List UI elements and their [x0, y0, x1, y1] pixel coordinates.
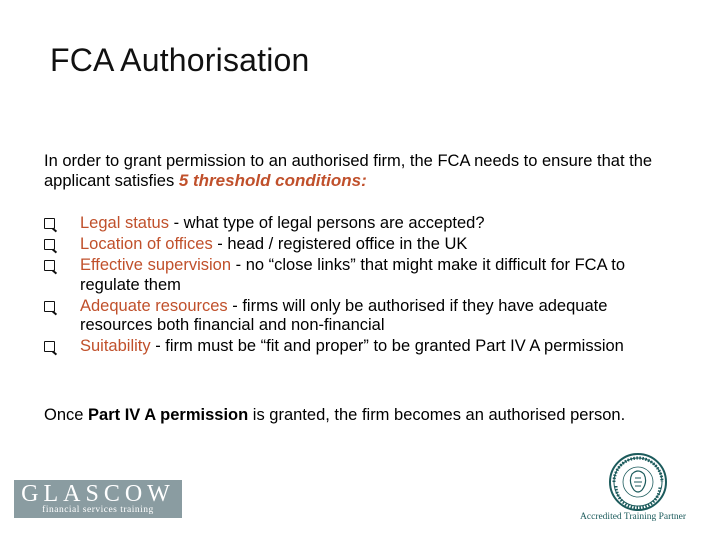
intro-paragraph — [44, 152, 694, 191]
logo-brand: GLASCOW — [21, 480, 175, 507]
checkbox-bullet-icon — [44, 341, 55, 352]
closing-pre: Once — [44, 406, 89, 424]
threshold-highlight: 5 threshold conditions: — [178, 171, 367, 190]
closing-paragraph — [44, 406, 694, 426]
accreditation-seal-icon — [608, 452, 668, 512]
conditions-list — [44, 214, 684, 358]
checkbox-bullet-icon — [44, 218, 55, 229]
closing-bold: Part IV A permission — [88, 406, 249, 424]
condition-term: Legal status — [80, 214, 169, 232]
list-item — [44, 214, 684, 234]
condition-desc: - head / registered office in the UK — [212, 235, 468, 253]
condition-desc: - no “close links” that might make it difficult for FCA to regulate them — [80, 256, 626, 294]
condition-term: Suitability — [80, 337, 151, 355]
list-item — [44, 235, 684, 255]
list-item — [44, 337, 684, 357]
partner-caption: Accredited Training Partner — [580, 512, 687, 522]
checkbox-bullet-icon — [44, 301, 55, 312]
condition-term: Location of offices — [80, 235, 213, 253]
logo-tagline: financial services training — [42, 504, 154, 515]
condition-term: Adequate resources — [80, 296, 228, 315]
condition-desc: - firm must be “fit and proper” to be granted Part IV A permission — [150, 337, 624, 355]
condition-term: Effective supervision — [80, 256, 232, 274]
condition-desc: - firms will only be authorised if they have adequate resources both financial and non-financial — [80, 296, 608, 334]
glascow-logo — [14, 480, 182, 518]
condition-desc: - what type of legal persons are accepted? — [168, 214, 485, 232]
checkbox-bullet-icon — [44, 239, 55, 250]
closing-post: is granted, the firm becomes an authorised person. — [248, 406, 626, 424]
list-item — [44, 297, 684, 336]
checkbox-bullet-icon — [44, 260, 55, 271]
slide-title: FCA Authorisation — [50, 42, 310, 78]
intro-text: In order to grant permission to an authorised firm, the FCA needs to ensure that the applicant satisfies — [44, 152, 653, 190]
list-item — [44, 256, 684, 295]
